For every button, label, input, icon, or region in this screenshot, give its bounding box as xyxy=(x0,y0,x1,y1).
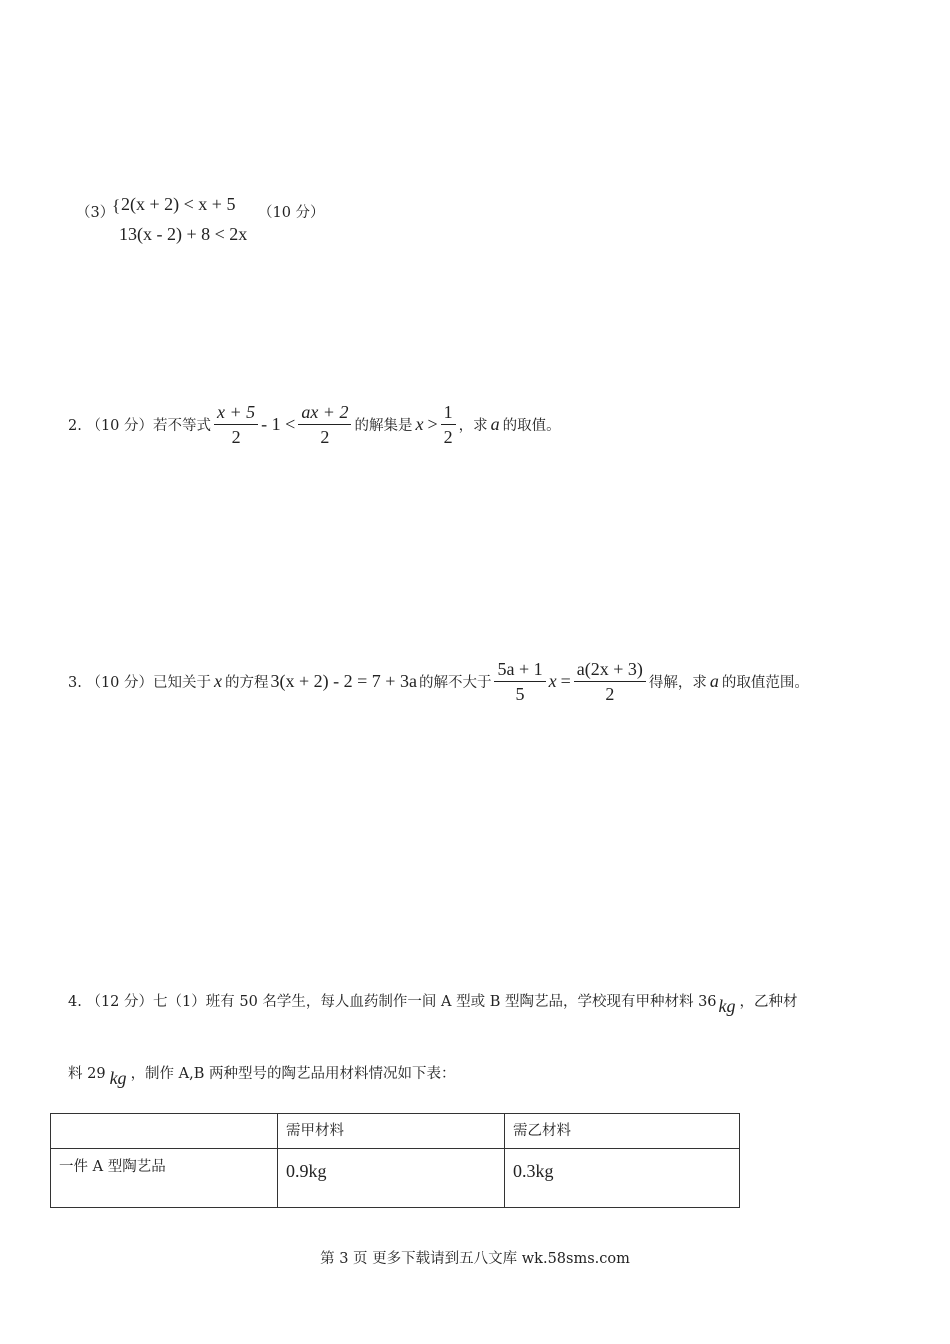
q2-f1-den: 2 xyxy=(231,426,241,447)
q3-fraction-2 xyxy=(574,659,646,704)
table-cell-value: 0.3kg xyxy=(513,1161,554,1181)
question-2 xyxy=(68,400,561,448)
q2-text1: 的解集是 xyxy=(354,417,413,434)
q2-fraction-1 xyxy=(214,402,258,447)
table-cell-value: 0.9kg xyxy=(286,1161,327,1181)
table-header-row xyxy=(51,1114,740,1149)
table-cell xyxy=(505,1149,740,1208)
q4-line2-end: ，制作 A,B 两种型号的陶艺品用材料情况如下表： xyxy=(130,1065,456,1082)
q3-f2-den: 2 xyxy=(605,683,615,704)
table-header-cell xyxy=(51,1114,278,1149)
materials-table xyxy=(50,1113,740,1208)
q1-3-brace: { xyxy=(112,196,121,215)
table-row xyxy=(51,1149,740,1208)
q3-text4: 的取值范围。 xyxy=(721,674,809,691)
q3-fraction-1 xyxy=(494,659,545,704)
q3-text2: 的解不大于 xyxy=(418,674,492,691)
q1-3-label: （3） xyxy=(76,205,115,221)
q3-x: x xyxy=(214,670,223,691)
q2-f1-num: x + 5 xyxy=(214,402,258,425)
q3-text1: 的方程 xyxy=(225,674,269,691)
q3-f2-num: a(2x + 3) xyxy=(574,659,646,682)
q2-a: a xyxy=(490,413,500,434)
q4-line1: 4. （12 分）七（1）班有 50 名学生，每人血药制作一间 A 型或 B 型陶艺品，学校现有甲种材料 36 xyxy=(68,993,717,1010)
q2-f3-den: 2 xyxy=(443,426,453,447)
q3-x2: x xyxy=(548,670,557,691)
table-cell-label: 一件 A 型陶艺品 xyxy=(51,1149,278,1208)
q1-3-score: （10 分） xyxy=(258,205,325,221)
q3-equation: 3(x + 2) - 2 = 7 + 3a xyxy=(270,670,417,691)
q2-text2: ，求 xyxy=(458,417,488,434)
page-footer: 第 3 页 更多下载请到五八文库 wk.58sms.com xyxy=(320,1251,630,1267)
q3-eqsign: = xyxy=(560,670,571,691)
q2-f2-den: 2 xyxy=(320,426,330,447)
q2-f2-num: ax + 2 xyxy=(298,402,351,425)
q1-3-eq2: 13(x - 2) + 8 < 2x xyxy=(119,224,248,244)
q4-line1-end: ，乙种材 xyxy=(739,993,798,1010)
table-cell xyxy=(278,1149,505,1208)
q4-kg1: kg xyxy=(718,995,736,1016)
q3-f1-num: 5a + 1 xyxy=(494,659,545,682)
q2-fraction-3 xyxy=(441,402,456,447)
table-header-cell: 需甲材料 xyxy=(278,1114,505,1149)
question-4-line-1 xyxy=(68,985,798,1015)
q3-prefix: 3. （10 分）已知关于 xyxy=(68,674,212,691)
q4-line2: 料 29 xyxy=(68,1065,106,1082)
q2-x: x xyxy=(415,413,424,434)
q2-mid: - 1 < xyxy=(261,413,296,434)
q3-text3: 得解，求 xyxy=(648,674,707,691)
q2-fraction-2 xyxy=(298,402,351,447)
q2-prefix: 2. （10 分）若不等式 xyxy=(68,417,212,434)
question-4-line-2 xyxy=(68,1057,456,1087)
table-header-cell: 需乙材料 xyxy=(505,1114,740,1149)
q1-3-eq1: 2(x + 2) < x + 5 xyxy=(121,194,236,214)
q3-f1-den: 5 xyxy=(515,683,525,704)
question-3 xyxy=(68,657,809,705)
q2-text3: 的取值。 xyxy=(502,417,561,434)
q2-gt: > xyxy=(427,413,438,434)
q3-a: a xyxy=(709,670,719,691)
q4-kg2: kg xyxy=(109,1067,127,1088)
q2-f3-num: 1 xyxy=(441,402,456,425)
